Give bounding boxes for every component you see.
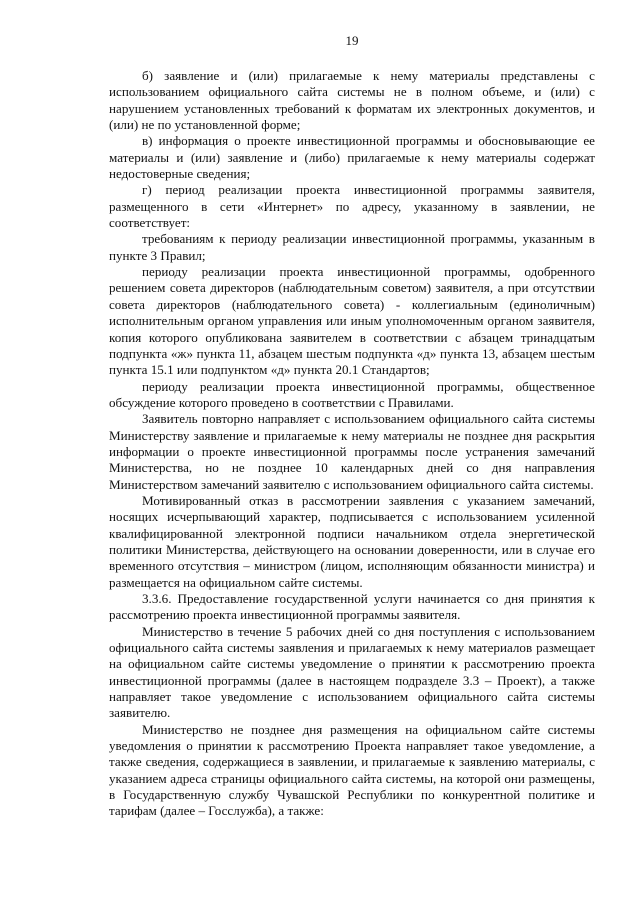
paragraph-gosluzhba: Министерство не позднее дня размещения на официальном сайте системы уведомления о принятии к рассмотрению Проекта направляет такое уведомление, а также сведения, содержащиеся в заявлении, и прилагаемые к заявлению материалы, с указанием адреса страницы официального сайта системы, на которой они размещены, в Государственную службу Чувашской Республики по конкурентной политике и тарифам (далее – Госслужба), а также: xyxy=(109,721,595,819)
paragraph-resubmission: Заявитель повторно направляет с использованием официального сайта системы Министерству заявление и прилагаемые к нему материалы не позднее дня раскрытия информации о проекте инвестиционной программы после устранения замечаний Министерства, но не позднее 10 календарных дней со дня направления Министерством замечаний заявителю с использованием официального сайта системы. xyxy=(109,411,595,492)
paragraph-public-discussion: периоду реализации проекта инвестиционной программы, общественное обсуждение которого проведено в соответствии с Правилами. xyxy=(109,378,595,410)
paragraph-refusal: Мотивированный отказ в рассмотрении заявления с указанием замечаний, носящих исчерпывающий характер, подписывается с использованием усиленной квалифицированной электронной подписи начальником отдела энергетической политики Министерства, действующего на основании доверенности, или в случае его временного отсутствия – министром (лицом, исполняющим обязанности министра) и размещается на официальном сайте системы. xyxy=(109,492,595,590)
paragraph-b: б) заявление и (или) прилагаемые к нему материалы представлены с использованием официального сайта системы не в полном объеме, и (или) с нарушением установленных требований к форматам их электронных документов, и (или) не по установленной форме; xyxy=(109,68,595,133)
paragraph-notification: Министерство в течение 5 рабочих дней со дня поступления с использованием официального сайта системы заявления и прилагаемых к нему материалов размещает на официальном сайте системы уведомление о принятии к рассмотрению проекта инвестиционной программы (далее в настоящем подразделе 3.3 – Проект), а также направляет такое уведомление с использованием официального сайта системы заявителю. xyxy=(109,623,595,721)
paragraph-requirements: требованиям к периоду реализации инвестиционной программы, указанным в пункте 3 Правил; xyxy=(109,231,595,263)
page-number: 19 xyxy=(345,33,359,48)
paragraph-3-3-6: 3.3.6. Предоставление государственной услуги начинается со дня принятия к рассмотрению проекта инвестиционной программы заявителя. xyxy=(109,591,595,623)
paragraph-g: г) период реализации проекта инвестиционной программы заявителя, размещенного в сети «Интернет» по адресу, указанному в заявлении, не соответствует: xyxy=(109,182,595,231)
document-body xyxy=(109,68,595,820)
paragraph-v: в) информация о проекте инвестиционной программы и обосновывающие ее материалы и (или) заявление и (либо) прилагаемые к нему материалы содержат недостоверные сведения; xyxy=(109,133,595,182)
paragraph-board-period: периоду реализации проекта инвестиционной программы, одобренного решением совета директоров (наблюдательным советом) заявителя, а при отсутствии совета директоров (наблюдательного совета) - коллегиальным (единоличным) исполнительным органом управления или иным уполномоченным органом заявителя, копия которого опубликована заявителем в соответствии с абзацем тринадцатым подпункта «ж» пункта 11, абзацем шестым подпункта «д» пункта 13, абзацем шестым пункта 15.1 или подпунктом «д» пункта 20.1 Стандартов; xyxy=(109,264,595,378)
